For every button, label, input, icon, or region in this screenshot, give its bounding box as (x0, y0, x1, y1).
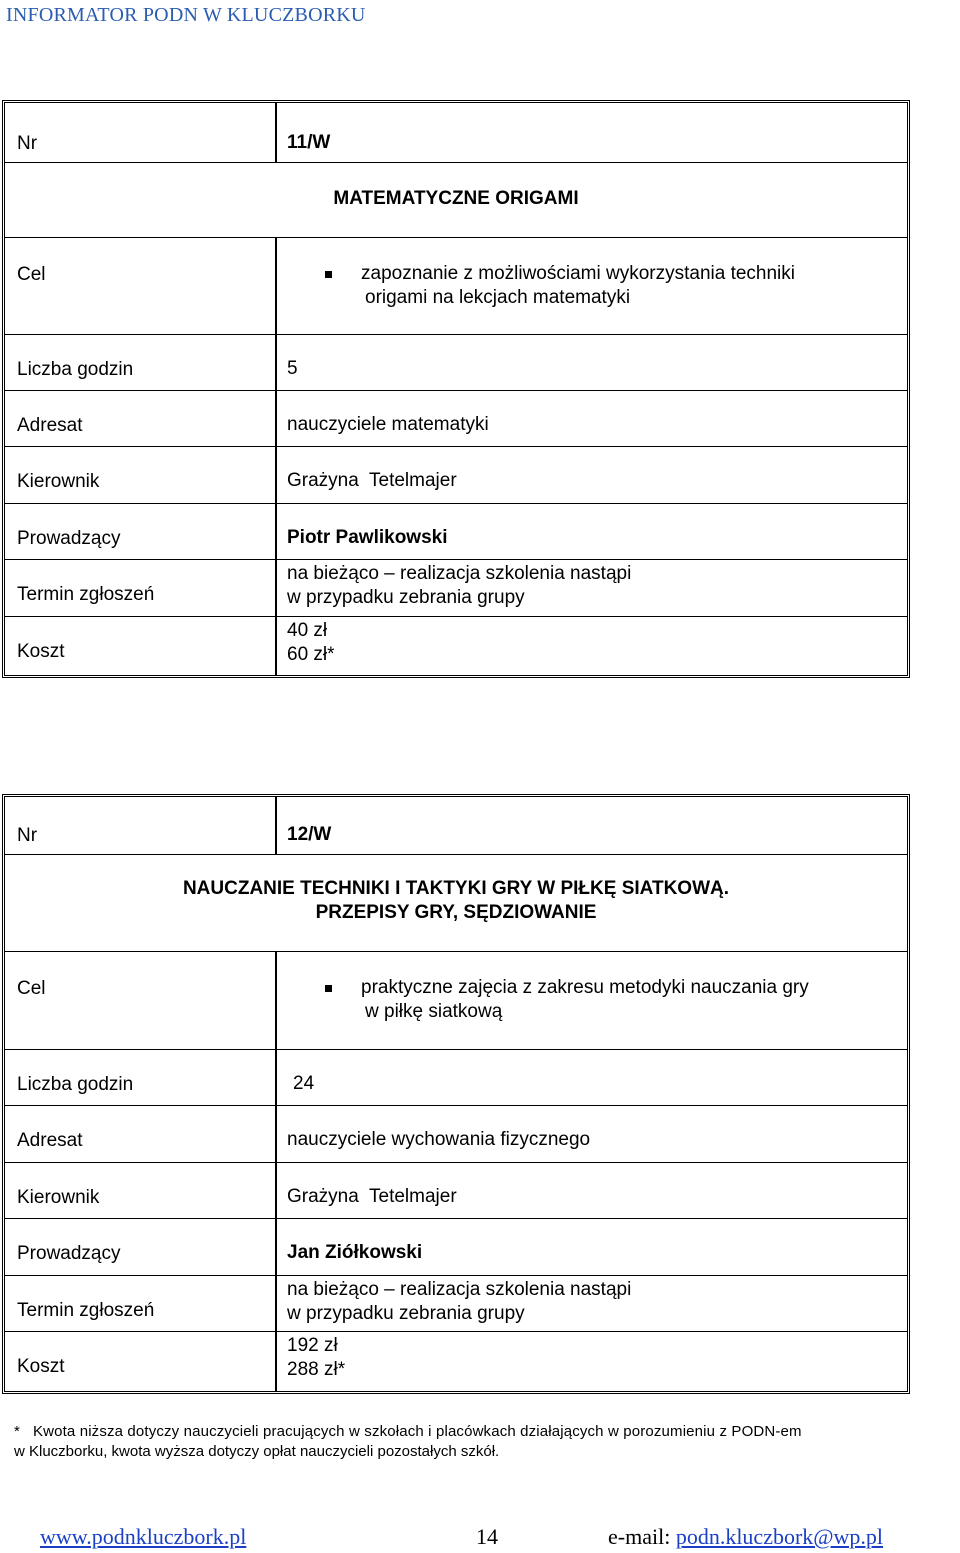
row-nr (5, 103, 907, 163)
footnote-line: w Kluczborku, kwota wyższa dotyczy opłat nauczycieli pozostałych szkół. (14, 1443, 500, 1460)
cel-line: w piłkę siatkową (365, 1001, 503, 1022)
footnote-line: * Kwota niższa dotyczy nauczycieli pracujących w szkołach i placówkach działających w porozumieniu z PODN-em (14, 1423, 802, 1440)
godzin-label: Liczba godzin (17, 359, 134, 380)
koszt-line: 60 zł* (287, 644, 335, 665)
row-kierownik (5, 447, 907, 504)
koszt-label: Koszt (17, 1356, 65, 1377)
course-number: 12/W (287, 824, 332, 845)
course-title (5, 877, 907, 925)
adresat-label: Adresat (17, 415, 83, 436)
termin-value (287, 1278, 631, 1326)
koszt-line: 40 zł (287, 620, 328, 641)
email-link[interactable]: podn.kluczbork@wp.pl (675, 1524, 884, 1549)
footnote (14, 1422, 954, 1462)
course-title (5, 187, 907, 211)
koszt-value (287, 1334, 345, 1382)
row-adresat (5, 1106, 907, 1163)
row-termin (5, 560, 907, 617)
row-cel (5, 952, 907, 1050)
email-label: e-mail: (608, 1524, 676, 1549)
row-title (5, 163, 907, 238)
godzin-label: Liczba godzin (17, 1074, 134, 1095)
cel-line: origami na lekcjach matematyki (365, 287, 631, 308)
termin-line: na bieżąco – realizacja szkolenia nastąpi (287, 563, 632, 584)
email-block (608, 1524, 883, 1550)
course-table-11w (2, 100, 910, 678)
row-cel (5, 238, 907, 335)
termin-label: Termin zgłoszeń (17, 584, 155, 605)
course-title-line: MATEMATYCZNE ORIGAMI (333, 188, 579, 209)
cel-label: Cel (17, 978, 46, 999)
row-prowadzacy (5, 504, 907, 560)
row-kierownik (5, 1163, 907, 1219)
godzin-value: 5 (287, 358, 298, 379)
column-divider (275, 103, 277, 163)
adresat-value: nauczyciele wychowania fizycznego (287, 1129, 591, 1150)
row-godzin (5, 1050, 907, 1106)
bullet-icon (325, 985, 332, 992)
prowadzacy-label: Prowadzący (17, 528, 121, 549)
termin-line: na bieżąco – realizacja szkolenia nastąpi (287, 1279, 632, 1300)
course-number: 11/W (287, 132, 331, 153)
prowadzacy-value: Jan Ziółkowski (287, 1242, 423, 1263)
row-nr (5, 797, 907, 855)
row-koszt (5, 1332, 907, 1391)
row-termin (5, 1276, 907, 1332)
kierownik-value: Grażyna Tetelmajer (287, 1186, 457, 1207)
cel-label: Cel (17, 264, 46, 285)
koszt-line: 192 zł (287, 1335, 338, 1356)
koszt-label: Koszt (17, 641, 65, 662)
cel-text (361, 976, 809, 1024)
page-number: 14 (476, 1524, 498, 1549)
termin-line: w przypadku zebrania grupy (287, 1303, 525, 1324)
column-divider (275, 797, 277, 855)
prowadzacy-label: Prowadzący (17, 1243, 121, 1264)
row-adresat (5, 391, 907, 447)
cel-line: praktyczne zajęcia z zakresu metodyki nauczania gry (361, 977, 809, 998)
cel-text (361, 262, 795, 310)
row-koszt (5, 617, 907, 675)
adresat-value: nauczyciele matematyki (287, 414, 489, 435)
termin-line: w przypadku zebrania grupy (287, 587, 525, 608)
kierownik-label: Kierownik (17, 1187, 100, 1208)
kierownik-value: Grażyna Tetelmajer (287, 470, 457, 491)
website-link[interactable]: www.podnkluczbork.pl (40, 1524, 247, 1549)
kierownik-label: Kierownik (17, 471, 100, 492)
column-divider (275, 952, 277, 1391)
termin-label: Termin zgłoszeń (17, 1300, 155, 1321)
course-title-line: NAUCZANIE TECHNIKI I TAKTYKI GRY W PIŁKĘ SIATKOWĄ. (182, 878, 730, 899)
row-prowadzacy (5, 1219, 907, 1276)
nr-label: Nr (17, 825, 38, 846)
bullet-icon (325, 271, 332, 278)
koszt-line: 288 zł* (287, 1359, 346, 1380)
koszt-value (287, 619, 335, 667)
adresat-label: Adresat (17, 1130, 83, 1151)
nr-label: Nr (17, 133, 38, 154)
course-title-line: PRZEPISY GRY, SĘDZIOWANIE (315, 902, 597, 923)
column-divider (275, 238, 277, 675)
godzin-value: 24 (293, 1073, 315, 1094)
prowadzacy-value: Piotr Pawlikowski (287, 527, 448, 548)
publication-header: INFORMATOR PODN W KLUCZBORKU (6, 4, 366, 26)
termin-value (287, 562, 631, 610)
row-godzin (5, 335, 907, 391)
row-title (5, 855, 907, 952)
cel-line: zapoznanie z możliwościami wykorzystania techniki (361, 263, 796, 284)
course-table-12w (2, 794, 910, 1394)
